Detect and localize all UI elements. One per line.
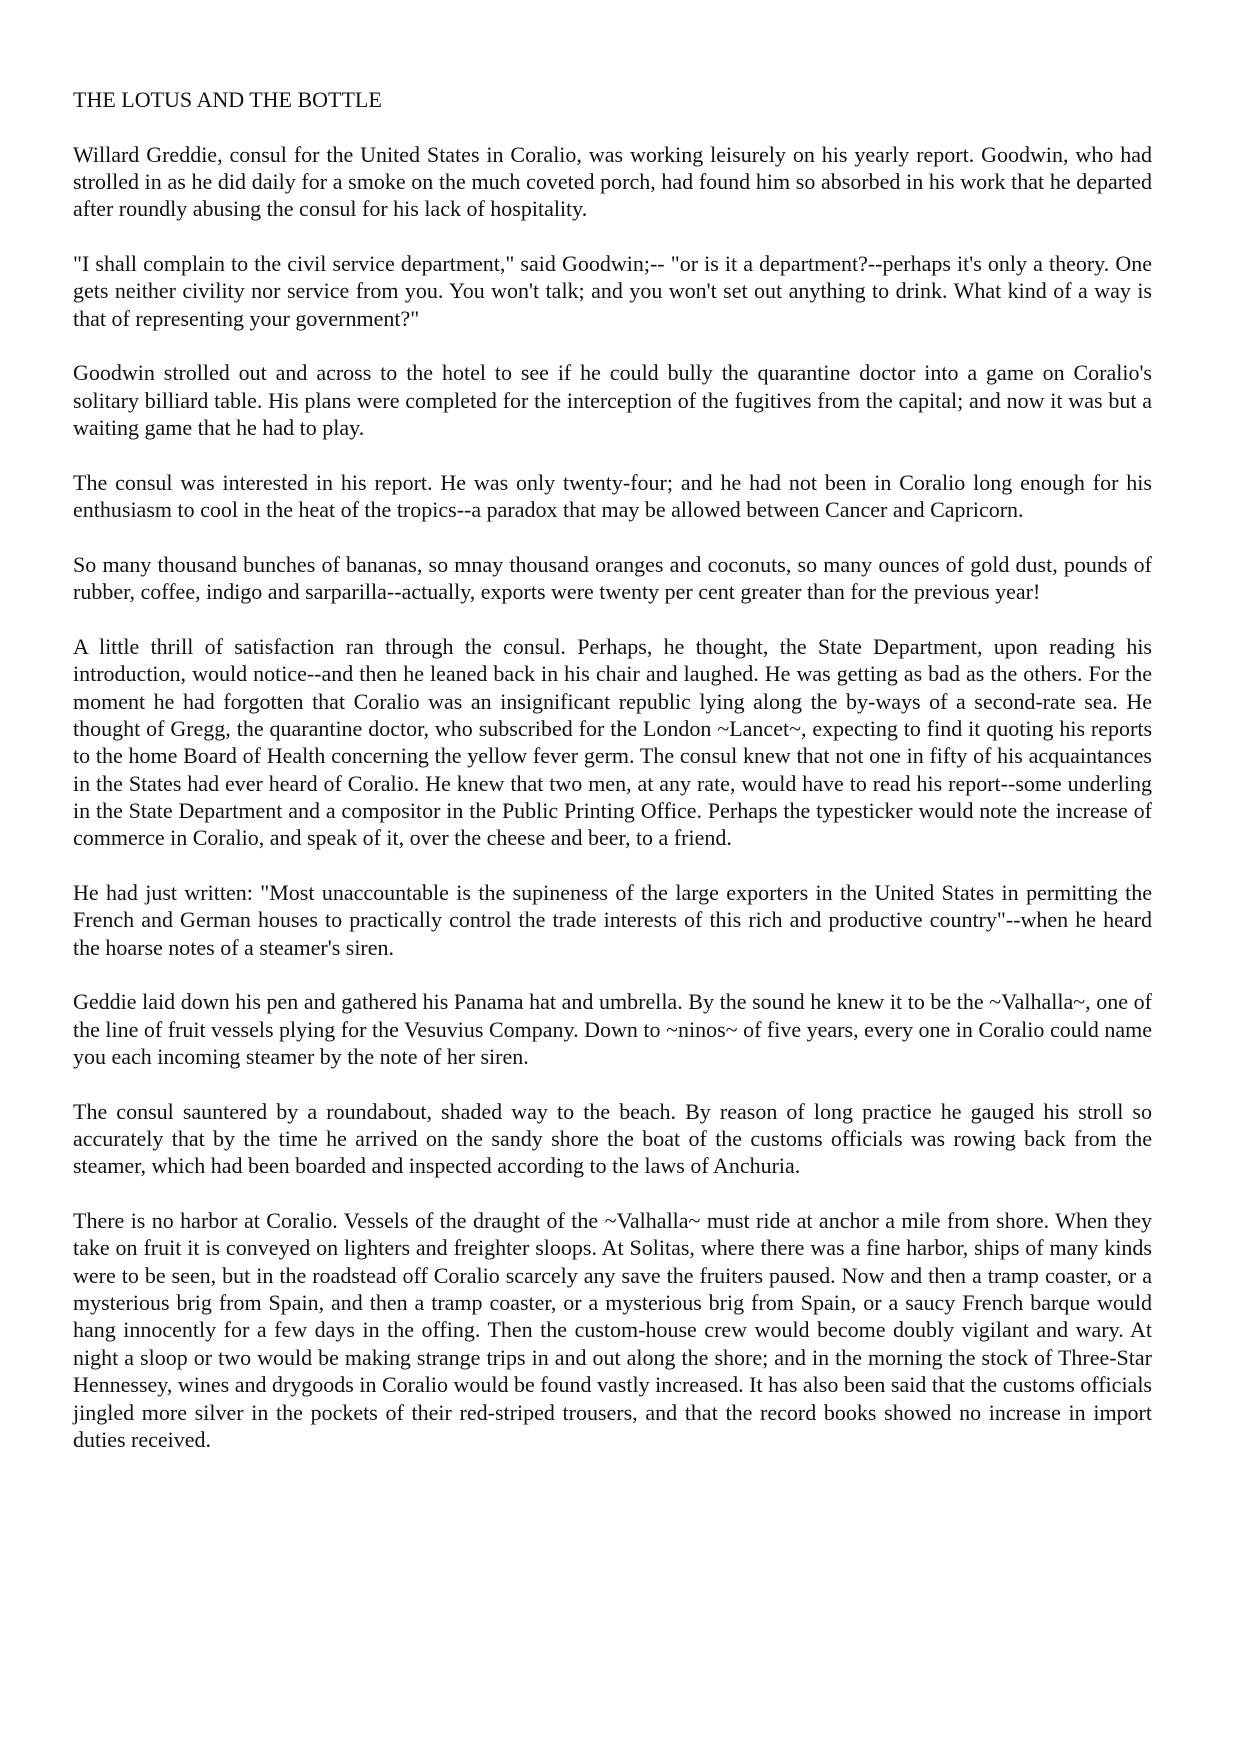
paragraph: Willard Greddie, consul for the United States in Coralio, was working leisurely on his yearly report. Goodwin, who had strolled in as he did daily for a smoke on the much coveted porch, had found him so absorbed in his work that he departed after roundly abusing the consul for his lack of hospitality. — [73, 141, 1152, 222]
paragraph: The consul was interested in his report. He was only twenty-four; and he had not been in Coralio long enough for his enthusiasm to cool in the heat of the tropics--a paradox that may be allowed between Cancer and Capricorn. — [73, 469, 1152, 523]
paragraph: Goodwin strolled out and across to the hotel to see if he could bully the quarantine doctor into a game on Coralio's solitary billiard table. His plans were completed for the interception of the fugitives from the capital; and now it was but a waiting game that he had to play. — [73, 360, 1152, 441]
paragraph: Geddie laid down his pen and gathered his Panama hat and umbrella. By the sound he knew it to be the ~Valhalla~, one of the line of fruit vessels plying for the Vesuvius Company. Down to ~ninos~ of five years, every one in Coralio could name you each incoming steamer by the note of her siren. — [73, 989, 1152, 1070]
paragraph: A little thrill of satisfaction ran through the consul. Perhaps, he thought, the State Department, upon reading his introduction, would notice--and then he leaned back in his chair and laughed. He was getting as bad as the others. For the moment he had forgotten that Coralio was an insignificant republic lying along the by-ways of a second-rate sea. He thought of Gregg, the quarantine doctor, who subscribed for the London ~Lancet~, expecting to find it quoting his reports to the home Board of Health concerning the yellow fever germ. The consul knew that not one in fifty of his acquaintances in the States had ever heard of Coralio. He knew that two men, at any rate, would have to read his report--some underling in the State Department and a compositor in the Public Printing Office. Perhaps the typesticker would note the increase of commerce in Coralio, and speak of it, over the cheese and beer, to a friend. — [73, 633, 1152, 851]
paragraph: He had just written: "Most unaccountable is the supineness of the large exporters in the United States in permitting the French and German houses to practically control the trade interests of this rich and productive country"--when he heard the hoarse notes of a steamer's siren. — [73, 879, 1152, 960]
paragraph: So many thousand bunches of bananas, so mnay thousand oranges and coconuts, so many ounces of gold dust, pounds of rubber, coffee, indigo and sarparilla--actually, exports were twenty per cent greater than for the previous year! — [73, 551, 1152, 605]
chapter-title: THE LOTUS AND THE BOTTLE — [73, 87, 382, 112]
paragraph: "I shall complain to the civil service department," said Goodwin;-- "or is it a department?--perhaps it's only a theory. One gets neither civility nor service from you. You won't talk; and you won't set out anything to drink. What kind of a way is that of representing your government?" — [73, 251, 1152, 331]
document-page — [73, 86, 1152, 1481]
paragraph: There is no harbor at Coralio. Vessels of the draught of the ~Valhalla~ must ride at anchor a mile from shore. When they take on fruit it is conveyed on lighters and freighter sloops. At Solitas, where there was a fine harbor, ships of many kinds were to be seen, but in the roadstead off Coralio scarcely any save the fruiters paused. Now and then a tramp coaster, or a mysterious brig from Spain, and then a tramp coaster, or a mysterious brig from Spain, or a saucy French barque would hang innocently for a few days in the offing. Then the custom-house crew would become doubly vigilant and wary. At night a sloop or two would be making strange trips in and out along the shore; and in the morning the stock of Three-Star Hennessey, wines and drygoods in Coralio would be found vastly increased. It has also been said that the customs officials jingled more silver in the pockets of their red-striped trousers, and that the record books showed no increase in import duties received. — [73, 1208, 1152, 1452]
paragraph: The consul sauntered by a roundabout, shaded way to the beach. By reason of long practice he gauged his stroll so accurately that by the time he arrived on the sandy shore the boat of the customs officials was rowing back from the steamer, which had been boarded and inspected according to the laws of Anchuria. — [73, 1098, 1152, 1179]
